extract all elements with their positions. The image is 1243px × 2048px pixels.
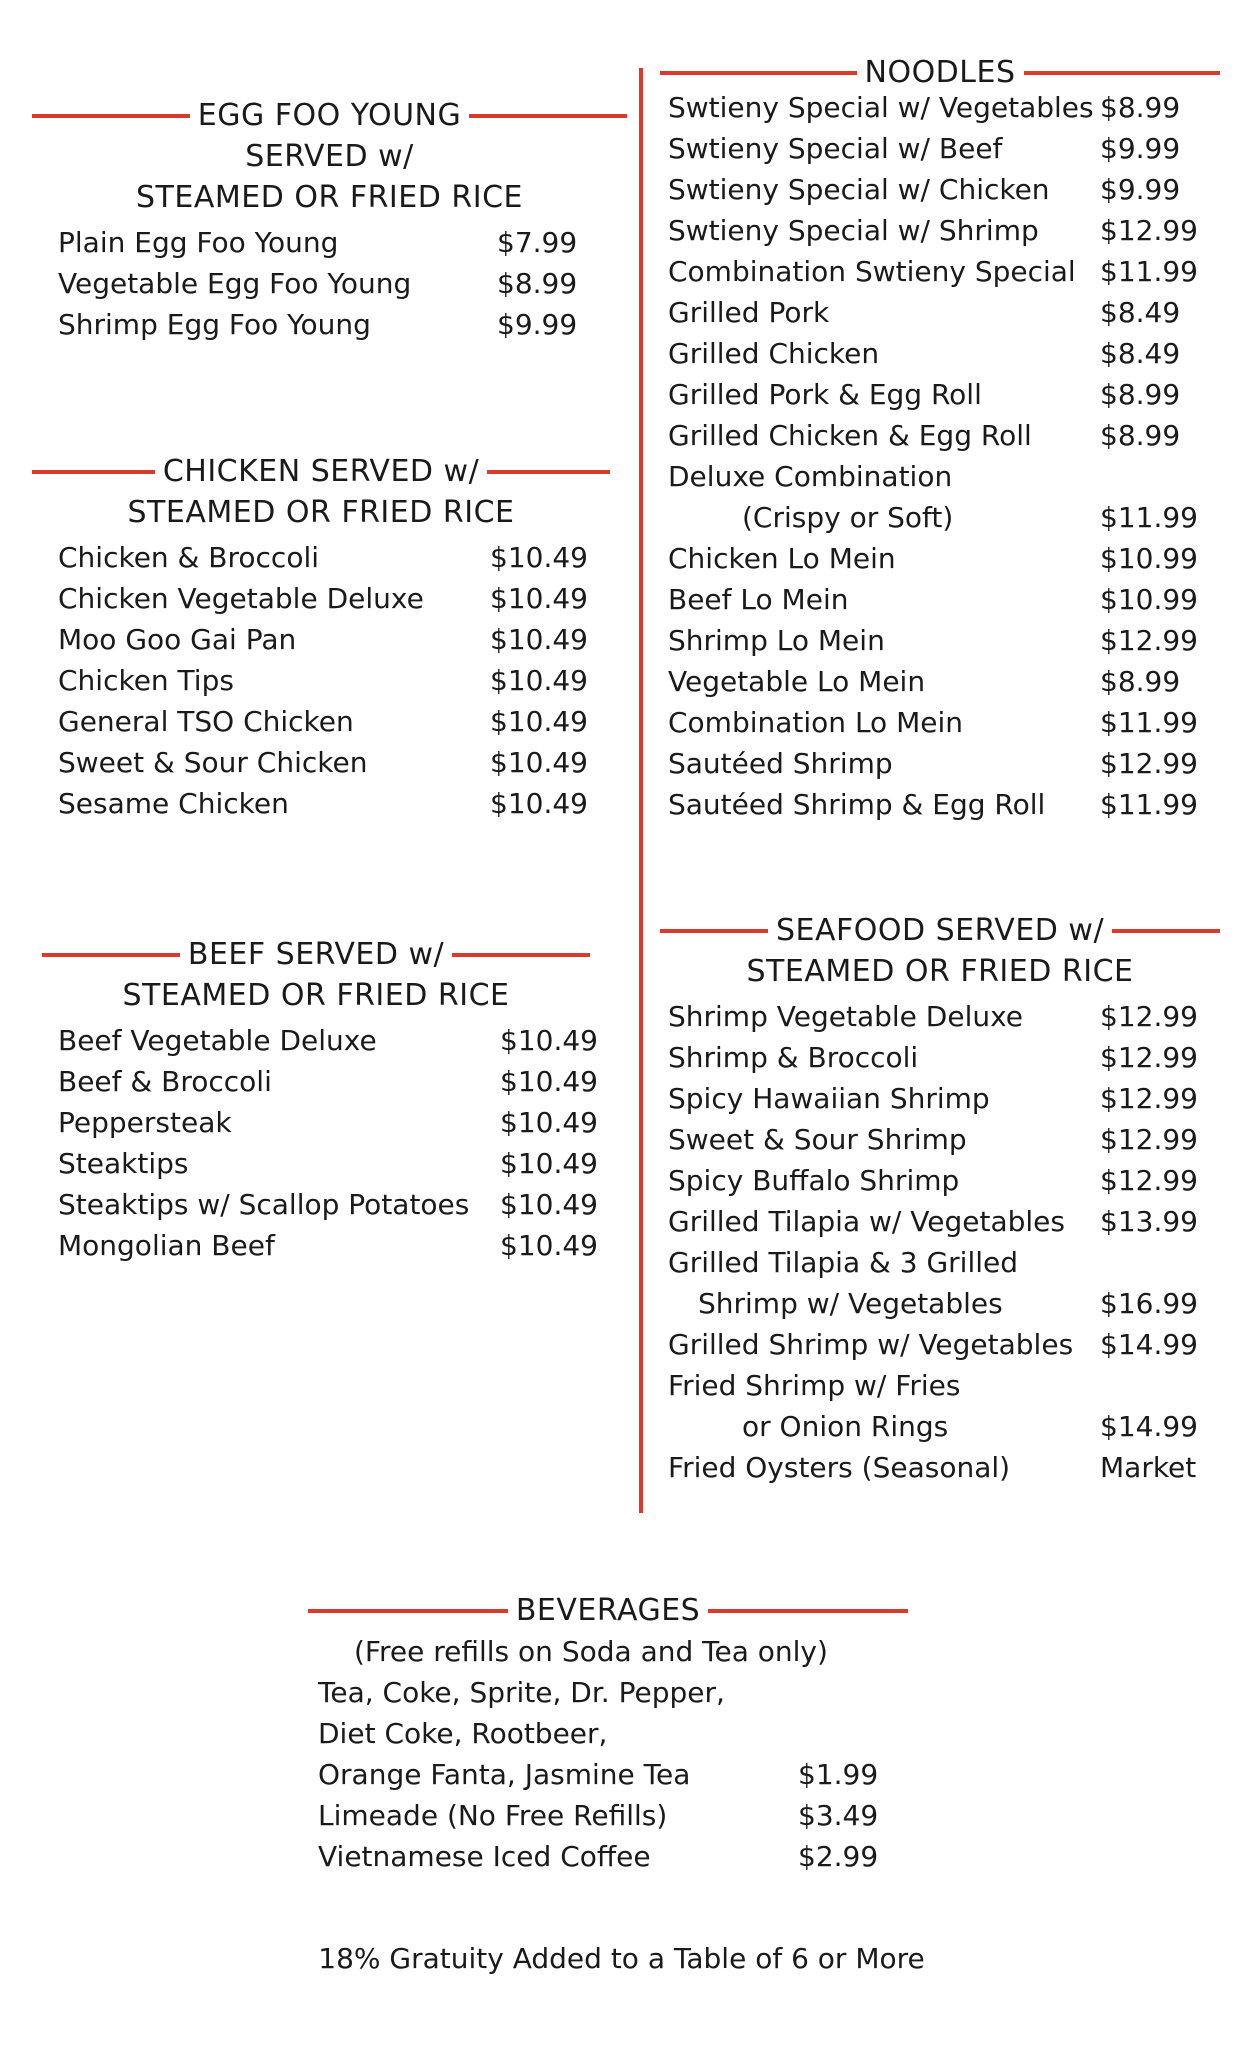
menu-item xyxy=(668,538,1220,579)
item-price: $10.99 xyxy=(1100,542,1198,575)
item-price: $8.49 xyxy=(1100,337,1181,370)
item-name: Chicken Lo Mein xyxy=(668,542,896,575)
menu-item xyxy=(668,1037,1220,1078)
divider-rule xyxy=(1112,929,1220,933)
divider-rule xyxy=(660,71,857,75)
menu-item xyxy=(58,222,617,263)
beef-section xyxy=(42,934,598,1266)
section-title: SEAFOOD SERVED w/ xyxy=(775,913,1105,948)
seafood-header xyxy=(660,910,1220,992)
divider-rule xyxy=(469,114,627,118)
seafood-section xyxy=(660,910,1220,1488)
item-price: $12.99 xyxy=(1100,1082,1198,1115)
item-price xyxy=(1100,456,1220,497)
item-price: $8.99 xyxy=(1100,378,1181,411)
menu-item xyxy=(58,537,610,578)
item-price: $11.99 xyxy=(1100,706,1198,739)
item-price: $10.49 xyxy=(500,1188,598,1221)
menu-item xyxy=(668,996,1220,1037)
item-name: Orange Fanta, Jasmine Tea xyxy=(318,1758,691,1791)
menu-item xyxy=(58,660,610,701)
menu-item xyxy=(318,1754,918,1795)
menu-item xyxy=(318,1713,918,1754)
divider-rule xyxy=(32,470,155,474)
item-name: Beef & Broccoli xyxy=(58,1065,272,1098)
beverages-note: (Free refills on Soda and Tea only) xyxy=(354,1635,828,1668)
item-price: $9.99 xyxy=(1100,132,1181,165)
item-name: Sweet & Sour Shrimp xyxy=(668,1123,967,1156)
item-name: Vegetable Egg Foo Young xyxy=(58,267,412,300)
item-name: Tea, Coke, Sprite, Dr. Pepper, xyxy=(318,1676,725,1709)
menu-item-list xyxy=(308,1672,918,1877)
item-name: Grilled Tilapia & 3 Grilled xyxy=(668,1246,1019,1279)
item-name: Plain Egg Foo Young xyxy=(58,226,339,259)
gratuity-note: 18% Gratuity Added to a Table of 6 or More xyxy=(318,1942,925,1975)
beef-header xyxy=(42,934,590,1016)
item-price: $10.49 xyxy=(490,746,588,779)
item-name: Chicken & Broccoli xyxy=(58,541,320,574)
item-price: $10.49 xyxy=(490,705,588,738)
item-name: Steaktips xyxy=(58,1147,189,1180)
item-price: $8.99 xyxy=(1100,665,1181,698)
menu-item xyxy=(668,743,1220,784)
item-price: $1.99 xyxy=(798,1758,879,1791)
item-price: $11.99 xyxy=(1100,788,1198,821)
divider-rule xyxy=(42,953,180,957)
noodles-header xyxy=(660,52,1220,93)
item-price: $3.49 xyxy=(798,1799,879,1832)
item-name: Beef Vegetable Deluxe xyxy=(58,1024,377,1057)
item-name: Grilled Shrimp w/ Vegetables xyxy=(668,1328,1074,1361)
item-name: Shrimp Egg Foo Young xyxy=(58,308,371,341)
menu-item xyxy=(668,333,1220,374)
section-subtitle: STEAMED OR FRIED RICE xyxy=(136,180,523,215)
divider-rule xyxy=(452,953,590,957)
menu-item-list xyxy=(32,222,627,345)
item-name: Steaktips w/ Scallop Potatoes xyxy=(58,1188,470,1221)
item-name: Swtieny Special w/ Beef xyxy=(668,132,1003,165)
menu-item-list xyxy=(660,996,1220,1488)
section-title: BEVERAGES xyxy=(515,1593,701,1628)
menu-item xyxy=(58,1061,620,1102)
item-price: $10.49 xyxy=(500,1024,598,1057)
divider-rule xyxy=(1024,71,1221,75)
item-price xyxy=(798,1672,918,1713)
menu-item xyxy=(668,128,1220,169)
item-name: General TSO Chicken xyxy=(58,705,354,738)
menu-item xyxy=(668,784,1220,825)
item-name: Diet Coke, Rootbeer, xyxy=(318,1717,608,1750)
item-price xyxy=(1100,1365,1220,1406)
item-name: Combination Lo Mein xyxy=(668,706,963,739)
item-name: Fried Oysters (Seasonal) xyxy=(668,1451,1011,1484)
menu-item xyxy=(318,1795,918,1836)
menu-item xyxy=(668,620,1220,661)
menu-item xyxy=(58,619,610,660)
divider-rule xyxy=(708,1609,908,1613)
menu-item xyxy=(668,579,1220,620)
item-price: $11.99 xyxy=(1100,255,1198,288)
item-name: (Crispy or Soft) xyxy=(742,501,954,534)
menu-item xyxy=(58,701,610,742)
item-price: $13.99 xyxy=(1100,1205,1198,1238)
item-name: Combination Swtieny Special xyxy=(668,255,1076,288)
item-name: Beef Lo Mein xyxy=(668,583,849,616)
section-title: EGG FOO YOUNG xyxy=(197,98,462,133)
menu-item xyxy=(58,263,617,304)
menu-item-list xyxy=(32,537,610,824)
menu-item xyxy=(668,1242,1220,1283)
section-title: BEEF SERVED w/ xyxy=(187,937,445,972)
menu-item xyxy=(668,169,1220,210)
menu-item xyxy=(668,497,1220,538)
item-name: Sautéed Shrimp xyxy=(668,747,893,780)
menu-item-list xyxy=(660,87,1220,825)
menu-item xyxy=(668,661,1220,702)
item-price: $10.49 xyxy=(500,1229,598,1262)
menu-item xyxy=(668,292,1220,333)
chicken-header xyxy=(32,451,610,533)
item-name: Spicy Hawaiian Shrimp xyxy=(668,1082,990,1115)
item-name: Fried Shrimp w/ Fries xyxy=(668,1369,961,1402)
chicken-section xyxy=(32,451,610,824)
item-name: Shrimp w/ Vegetables xyxy=(698,1287,1003,1320)
menu-item xyxy=(58,1184,620,1225)
menu-item xyxy=(58,304,617,345)
section-subtitle: STEAMED OR FRIED RICE xyxy=(122,978,510,1013)
menu-item xyxy=(668,1283,1220,1324)
menu-item xyxy=(668,1365,1220,1406)
item-name: Grilled Pork xyxy=(668,296,830,329)
item-name: Swtieny Special w/ Vegetables xyxy=(668,91,1094,124)
item-price: Market xyxy=(1100,1451,1197,1484)
item-price: $12.99 xyxy=(1100,1123,1198,1156)
item-name: Swtieny Special w/ Chicken xyxy=(668,173,1050,206)
item-price: $14.99 xyxy=(1100,1410,1198,1443)
noodles-section xyxy=(660,52,1220,825)
item-name: Swtieny Special w/ Shrimp xyxy=(668,214,1039,247)
menu-item xyxy=(668,702,1220,743)
menu-item xyxy=(668,1119,1220,1160)
beverages-header xyxy=(308,1590,908,1631)
item-price: $12.99 xyxy=(1100,747,1198,780)
item-price xyxy=(798,1713,918,1754)
section-subtitle: STEAMED OR FRIED RICE xyxy=(746,954,1134,989)
menu-item xyxy=(58,1143,620,1184)
menu-item xyxy=(668,1078,1220,1119)
item-price: $12.99 xyxy=(1100,1000,1198,1033)
item-price: $16.99 xyxy=(1100,1287,1198,1320)
item-price: $9.99 xyxy=(1100,173,1181,206)
menu-item-list xyxy=(42,1020,620,1266)
item-price xyxy=(1100,1242,1220,1283)
item-name: Grilled Tilapia w/ Vegetables xyxy=(668,1205,1065,1238)
egg-foo-young-header xyxy=(32,95,627,218)
item-name: Sautéed Shrimp & Egg Roll xyxy=(668,788,1046,821)
item-name: Peppersteak xyxy=(58,1106,232,1139)
column-divider xyxy=(639,68,643,1513)
menu-item xyxy=(668,210,1220,251)
item-price: $10.49 xyxy=(500,1147,598,1180)
section-title: NOODLES xyxy=(864,55,1016,90)
item-price: $12.99 xyxy=(1100,1041,1198,1074)
item-price: $8.99 xyxy=(1100,91,1181,124)
menu-item xyxy=(668,456,1220,497)
item-name: Shrimp & Broccoli xyxy=(668,1041,919,1074)
menu-item xyxy=(668,1406,1220,1447)
menu-item xyxy=(668,1160,1220,1201)
divider-rule xyxy=(487,470,610,474)
menu-item xyxy=(318,1672,918,1713)
menu-item xyxy=(668,1324,1220,1365)
item-price: $8.99 xyxy=(497,267,578,300)
item-price: $10.49 xyxy=(490,664,588,697)
item-name: Deluxe Combination xyxy=(668,460,953,493)
item-price: $14.99 xyxy=(1100,1328,1198,1361)
divider-rule xyxy=(308,1609,508,1613)
item-name: Grilled Chicken & Egg Roll xyxy=(668,419,1032,452)
item-price: $10.99 xyxy=(1100,583,1198,616)
item-price: $2.99 xyxy=(798,1840,879,1873)
menu-item xyxy=(668,1201,1220,1242)
item-name: Grilled Chicken xyxy=(668,337,880,370)
menu-item xyxy=(58,1225,620,1266)
menu-item xyxy=(668,374,1220,415)
item-price: $10.49 xyxy=(500,1106,598,1139)
section-subtitle: STEAMED OR FRIED RICE xyxy=(127,495,515,530)
section-title: CHICKEN SERVED w/ xyxy=(162,454,480,489)
item-price: $8.99 xyxy=(1100,419,1181,452)
item-name: Vegetable Lo Mein xyxy=(668,665,926,698)
item-price: $10.49 xyxy=(490,582,588,615)
item-name: Vietnamese Iced Coffee xyxy=(318,1840,651,1873)
item-name: Mongolian Beef xyxy=(58,1229,275,1262)
item-price: $12.99 xyxy=(1100,214,1198,247)
item-name: Shrimp Vegetable Deluxe xyxy=(668,1000,1024,1033)
item-price: $10.49 xyxy=(490,623,588,656)
item-name: or Onion Rings xyxy=(742,1410,949,1443)
menu-item xyxy=(58,1020,620,1061)
item-name: Sweet & Sour Chicken xyxy=(58,746,368,779)
menu-item xyxy=(318,1836,918,1877)
item-name: Moo Goo Gai Pan xyxy=(58,623,297,656)
item-name: Grilled Pork & Egg Roll xyxy=(668,378,982,411)
item-price: $11.99 xyxy=(1100,501,1198,534)
menu-item xyxy=(58,742,610,783)
menu-item xyxy=(58,783,610,824)
menu-item xyxy=(668,87,1220,128)
menu-item xyxy=(668,251,1220,292)
item-price: $7.99 xyxy=(497,226,578,259)
item-price: $10.49 xyxy=(500,1065,598,1098)
item-name: Limeade (No Free Refills) xyxy=(318,1799,668,1832)
divider-rule xyxy=(660,929,768,933)
item-price: $10.49 xyxy=(490,541,588,574)
item-name: Chicken Tips xyxy=(58,664,234,697)
item-name: Spicy Buffalo Shrimp xyxy=(668,1164,960,1197)
menu-item xyxy=(668,1447,1220,1488)
divider-rule xyxy=(32,114,190,118)
menu-item xyxy=(58,578,610,619)
item-name: Shrimp Lo Mein xyxy=(668,624,885,657)
item-price: $8.49 xyxy=(1100,296,1181,329)
item-price: $10.49 xyxy=(490,787,588,820)
item-price: $12.99 xyxy=(1100,624,1198,657)
menu-item xyxy=(668,415,1220,456)
section-subtitle: SERVED w/ xyxy=(245,139,414,174)
menu-item xyxy=(58,1102,620,1143)
beverages-section xyxy=(308,1590,908,1877)
item-price: $12.99 xyxy=(1100,1164,1198,1197)
item-price: $9.99 xyxy=(497,308,578,341)
item-name: Chicken Vegetable Deluxe xyxy=(58,582,424,615)
item-name: Sesame Chicken xyxy=(58,787,289,820)
egg-foo-young-section xyxy=(32,95,627,345)
